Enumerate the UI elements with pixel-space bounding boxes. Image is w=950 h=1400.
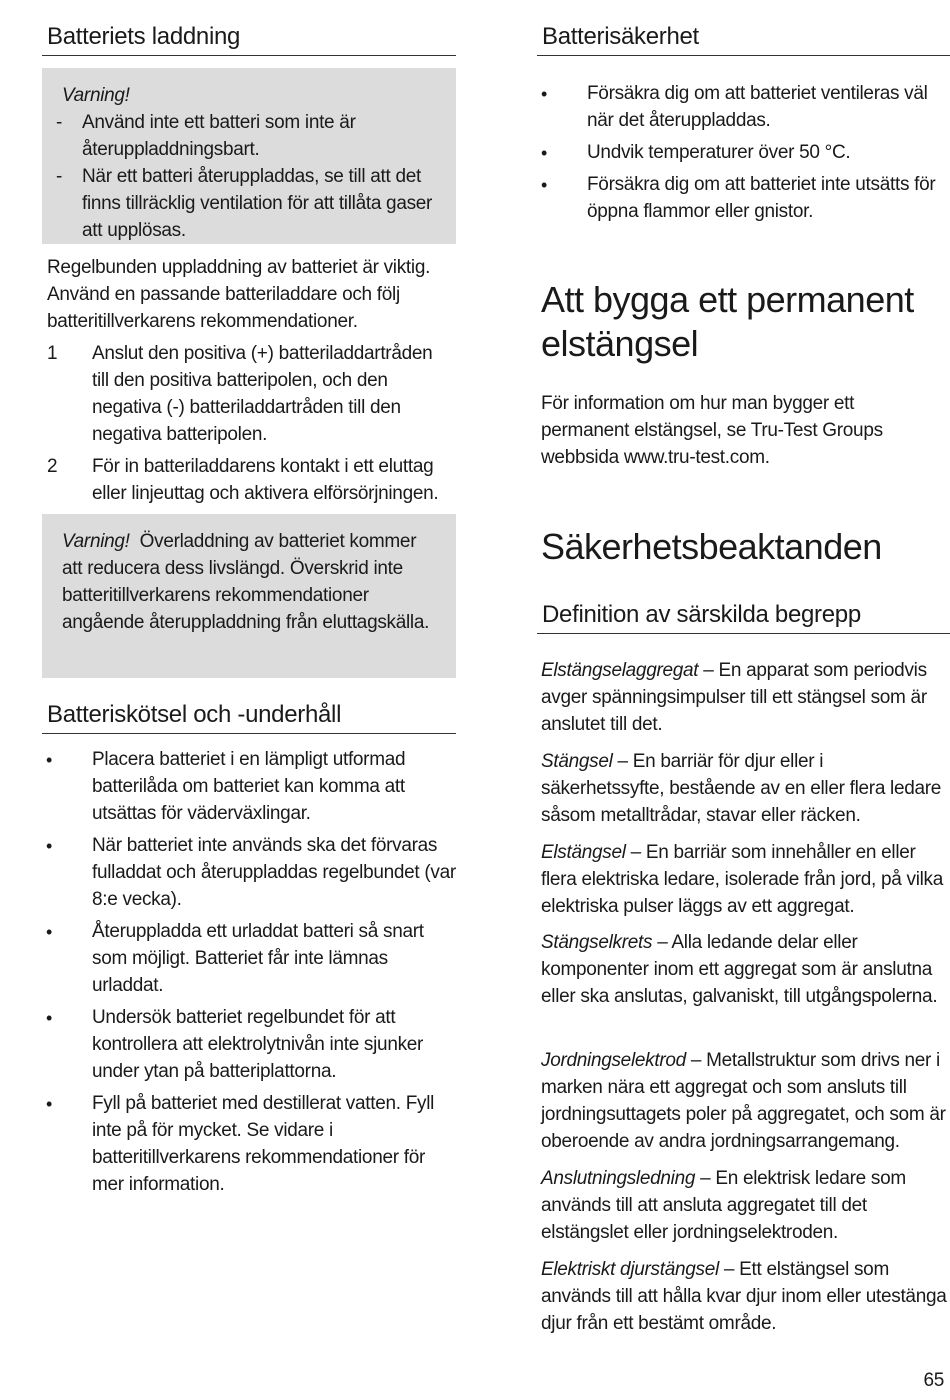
bullet-icon: • — [46, 750, 53, 770]
definition-item: Stängselkrets – Alla ledande delar eller komponenter inom ett aggregat som är anslutna eller ska anslutas, galvaniskt, till utgångspolerna. — [541, 932, 938, 1007]
care-item: Återuppladda ett urladdat batteri så snart som möjligt. Batteriet får inte lämnas urladdat. — [92, 921, 424, 996]
definition-term: Stängselkrets — [541, 932, 653, 953]
definition-term: Anslutningsledning — [541, 1168, 696, 1189]
page-number: 65 — [923, 1370, 944, 1391]
care-item: Undersök batteriet regelbundet för att kontrollera att elektrolytnivån inte sjunker under ytan på batteriplattorna. — [92, 1007, 424, 1082]
permanent-fence-heading: Att bygga ett permanent elstängsel — [541, 279, 914, 364]
safety-item: Försäkra dig om att batteriet ventileras väl när det återuppladdas. — [587, 83, 928, 131]
definition-term: Elstängsel — [541, 842, 626, 863]
warning-item: Använd inte ett batteri som inte är återuppladdningsbart. — [82, 112, 356, 160]
care-item: När batteriet inte används ska det förvaras fulladdat och återuppladdas regelbundet (var 8:e vecka). — [92, 835, 456, 910]
bullet-icon: • — [46, 1094, 53, 1114]
step-text: För in batteriladdarens kontakt i ett eluttag eller linjeuttag och aktivera elförsörjningen. — [92, 456, 439, 504]
bullet-icon: • — [46, 836, 53, 856]
definition-item: Jordningselektrod – Metallstruktur som drivs ner i marken nära ett aggregat och som ansluts till jordningsuttagets poler på aggregatet, och som är oberoende av andra jordningsarrangemang. — [541, 1050, 946, 1152]
definition-item: Elektriskt djurstängsel – Ett elstängsel som används till att hålla kvar djur inom eller utestänga djur från ett bestämt område. — [541, 1259, 947, 1334]
battery-safety-heading: Batterisäkerhet — [537, 22, 950, 56]
permanent-fence-text: För information om hur man bygger ett permanent elstängsel, se Tru-Test Groups webbsida www.tru-test.com. — [541, 393, 883, 468]
safety-item: Undvik temperaturer över 50 °C. — [587, 142, 851, 163]
warning-box — [42, 68, 456, 244]
step-number: 1 — [47, 343, 58, 364]
care-item: Fyll på batteriet med destillerat vatten. Fyll inte på för mycket. Se vidare i batteritillverkarens rekommendationer för mer information. — [92, 1093, 435, 1195]
overcharge-warning-box — [42, 514, 456, 678]
bullet-icon: • — [46, 922, 53, 942]
definition-item: Elstängselaggregat – En apparat som periodvis avger spänningsimpulser till ett stängsel som är anslutet till det. — [541, 660, 927, 735]
warning-item: När ett batteri återuppladdas, se till att det finns tillräcklig ventilation för att tillåta gaser att upplösas. — [82, 166, 433, 241]
bullet-icon: • — [541, 143, 548, 163]
safety-item: Försäkra dig om att batteriet inte utsätts för öppna flammor eller gnistor. — [587, 174, 936, 222]
step-text: Anslut den positiva (+) batteriladdartråden till den positiva batteripolen, och den negativa (-) batteriladdartråden till den negativa batteripolen. — [92, 343, 433, 445]
battery-charging-heading: Batteriets laddning — [42, 22, 456, 56]
charging-intro: Regelbunden uppladdning av batteriet är viktig. Använd en passande batteriladdare och följ batteritillverkarens rekommendationer. — [47, 257, 431, 332]
warning-title: Varning! — [62, 85, 130, 106]
definition-item: Elstängsel – En barriär som innehåller en eller flera elektriska ledare, isolerade från jord, på vilka elektriska pulser läggs av ett aggregat. — [541, 842, 944, 917]
definition-term: Jordningselektrod — [541, 1050, 686, 1071]
warning-item-dash: - — [56, 112, 63, 133]
definition-item: Anslutningsledning – En elektrisk ledare som används till att ansluta aggregatet till det elstängslet eller jordningselektroden. — [541, 1168, 906, 1243]
definition-term: Stängsel — [541, 751, 613, 772]
warning-label: Varning! — [62, 531, 130, 552]
warning-item-dash: - — [56, 166, 63, 187]
overcharge-warning — [62, 528, 438, 636]
battery-care-heading: Batteriskötsel och -underhåll — [42, 700, 456, 734]
definition-term: Elektriskt djurstängsel — [541, 1259, 719, 1280]
definitions-subheading: Definition av särskilda begrepp — [537, 600, 950, 634]
bullet-icon: • — [541, 175, 548, 195]
safety-considerations-heading: Säkerhetsbeaktanden — [541, 526, 882, 567]
definition-item: Stängsel – En barriär för djur eller i säkerhetssyfte, bestående av en eller flera ledare såsom metalltrådar, stavar eller räcken. — [541, 751, 942, 826]
step-number: 2 — [47, 456, 58, 477]
definition-term: Elstängselaggregat — [541, 660, 699, 681]
warning-text: Överladdning av batteriet kommer att reducera dess livslängd. Överskrid inte batteritillverkarens rekommendationer angående återuppladdning från eluttagskälla. — [62, 531, 430, 633]
care-item: Placera batteriet i en lämpligt utformad batterilåda om batteriet kan komma att utsättas för väderväxlingar. — [92, 749, 406, 824]
bullet-icon: • — [46, 1008, 53, 1028]
bullet-icon: • — [541, 84, 548, 104]
